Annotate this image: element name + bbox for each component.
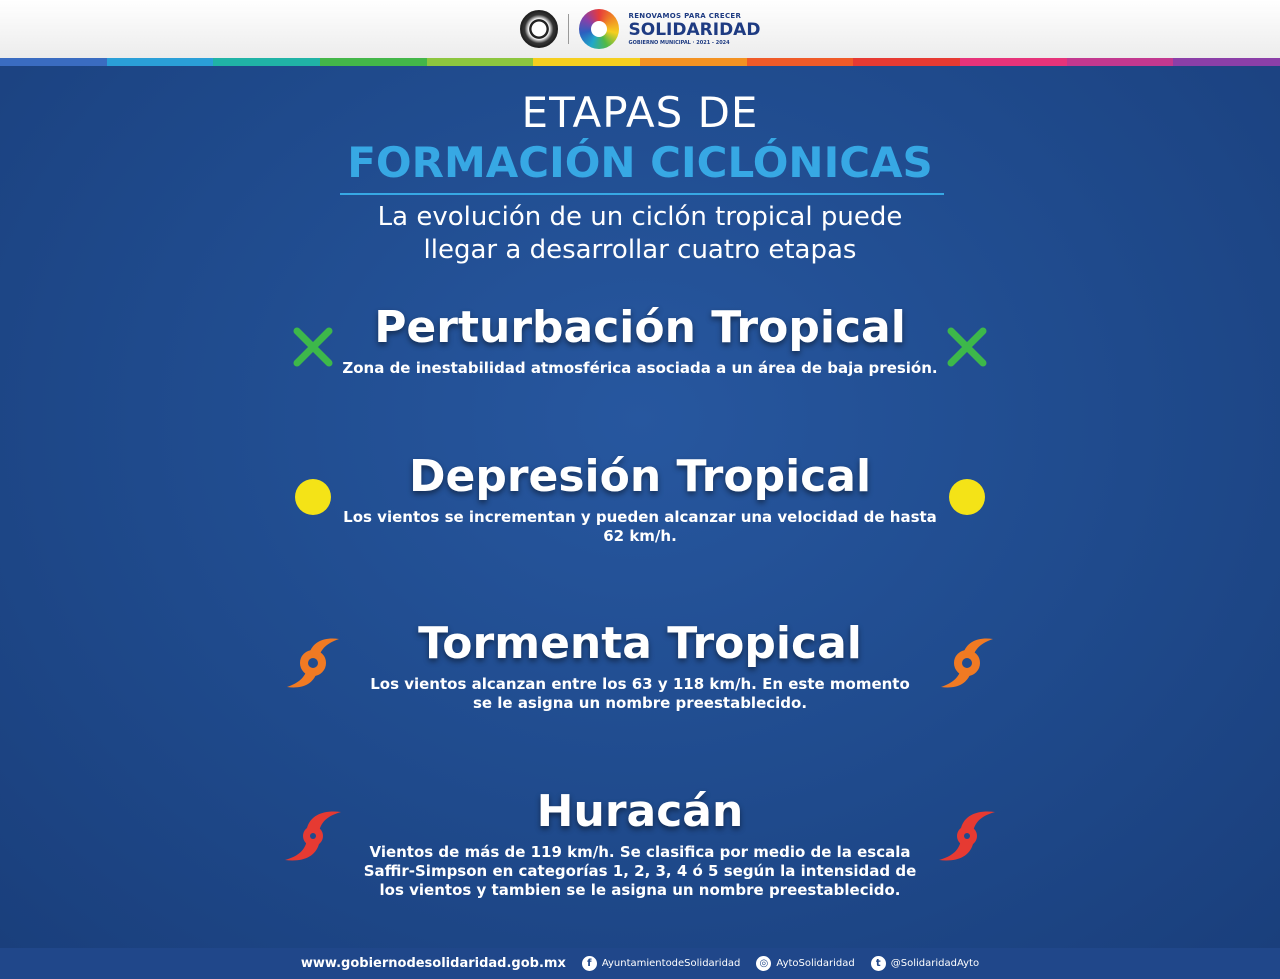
twitter-handle: @SolidaridadAyto [890, 958, 980, 969]
stage-description [340, 508, 940, 546]
desc-bold: Saffir-Simpson [363, 862, 488, 880]
twitter-link[interactable] [871, 956, 979, 971]
desc-part: en categorías [492, 862, 608, 880]
brand-period: GOBIERNO MUNICIPAL · 2021 - 2024 [628, 39, 730, 46]
stage-description [360, 843, 920, 900]
facebook-handle: AyuntamientodeSolidaridad [601, 958, 741, 969]
desc-part: Se clasifica por medio de la escala [619, 843, 911, 861]
desc-part: Vientos de más de [369, 843, 526, 861]
tropical-storm-icon [283, 633, 343, 693]
stage-huracan [0, 786, 1280, 900]
desc-part: según la intensidad de los vientos y tambien se le asigna un nombre preestablecido. [379, 862, 917, 899]
stage-depresion [0, 451, 1280, 546]
x-mark-icon [937, 317, 997, 377]
stripe-segment [107, 58, 214, 66]
logo-group [520, 9, 761, 49]
stripe-segment [0, 58, 107, 66]
stage-description [360, 675, 920, 713]
subtitle-line1: La evolución de un ciclón tropical puede [377, 202, 903, 232]
solidaridad-sun-logo-icon [579, 9, 619, 49]
stage-name: Depresión Tropical [408, 451, 872, 502]
subtitle-line2: llegar a desarrollar cuatro etapas [423, 235, 857, 265]
hurricane-icon [937, 806, 997, 866]
footer [0, 948, 1280, 979]
desc-part: En este momento se le asigna un nombre preestablecido. [472, 675, 910, 712]
desc-bold: 1, 2, 3, 4 ó 5 [612, 862, 719, 880]
brand-tagline: RENOVAMOS PARA CRECER [628, 11, 742, 20]
instagram-link[interactable] [756, 956, 854, 971]
municipal-seal-icon [520, 10, 558, 48]
desc-part: Los vientos se incrementan y pueden alcanzar una velocidad de hasta [343, 508, 937, 526]
facebook-icon: f [582, 956, 597, 971]
desc-bold: 62 km/h. [603, 527, 677, 545]
stage-name: Tormenta Tropical [418, 618, 862, 669]
desc-part: Los vientos alcanzan entre los [370, 675, 627, 693]
logo-divider [568, 14, 569, 44]
stripe-segment [533, 58, 640, 66]
title-line1: ETAPAS DE [521, 88, 759, 137]
stripe-segment [427, 58, 534, 66]
instagram-handle: AytoSolidaridad [776, 958, 855, 969]
desc-bold: 63 y 118 km/h. [631, 675, 757, 693]
instagram-icon: ◎ [756, 956, 771, 971]
stripe-segment [320, 58, 427, 66]
title-underline [340, 193, 944, 195]
header [0, 0, 1280, 58]
yellow-dot-icon [937, 467, 997, 527]
stripe-segment [640, 58, 747, 66]
tropical-storm-icon [937, 633, 997, 693]
stage-name: Huracán [536, 786, 744, 837]
stripe-segment [960, 58, 1067, 66]
facebook-link[interactable] [582, 956, 741, 971]
stripe-segment [1067, 58, 1174, 66]
yellow-dot-icon [283, 467, 343, 527]
stripe-segment [853, 58, 960, 66]
brand-text [629, 13, 761, 46]
stripe-segment [1173, 58, 1280, 66]
stripe-segment [747, 58, 854, 66]
subtitle [0, 201, 1280, 267]
title-line2: FORMACIÓN CICLÓNICAS [347, 138, 933, 187]
hurricane-icon [283, 806, 343, 866]
stage-name: Perturbación Tropical [374, 302, 906, 353]
stage-description: Zona de inestabilidad atmosférica asociada a un área de baja presión. [342, 359, 938, 377]
x-mark-icon [283, 317, 343, 377]
website-link[interactable]: www.gobiernodesolidaridad.gob.mx [300, 956, 566, 971]
twitter-icon: t [871, 956, 886, 971]
stage-tormenta [0, 618, 1280, 713]
desc-bold: 119 km/h. [530, 843, 615, 861]
stripe-segment [213, 58, 320, 66]
stage-perturbacion [0, 302, 1280, 378]
main-panel [0, 66, 1280, 948]
brand-name: SOLIDARIDAD [628, 19, 761, 40]
color-stripe [0, 58, 1280, 66]
